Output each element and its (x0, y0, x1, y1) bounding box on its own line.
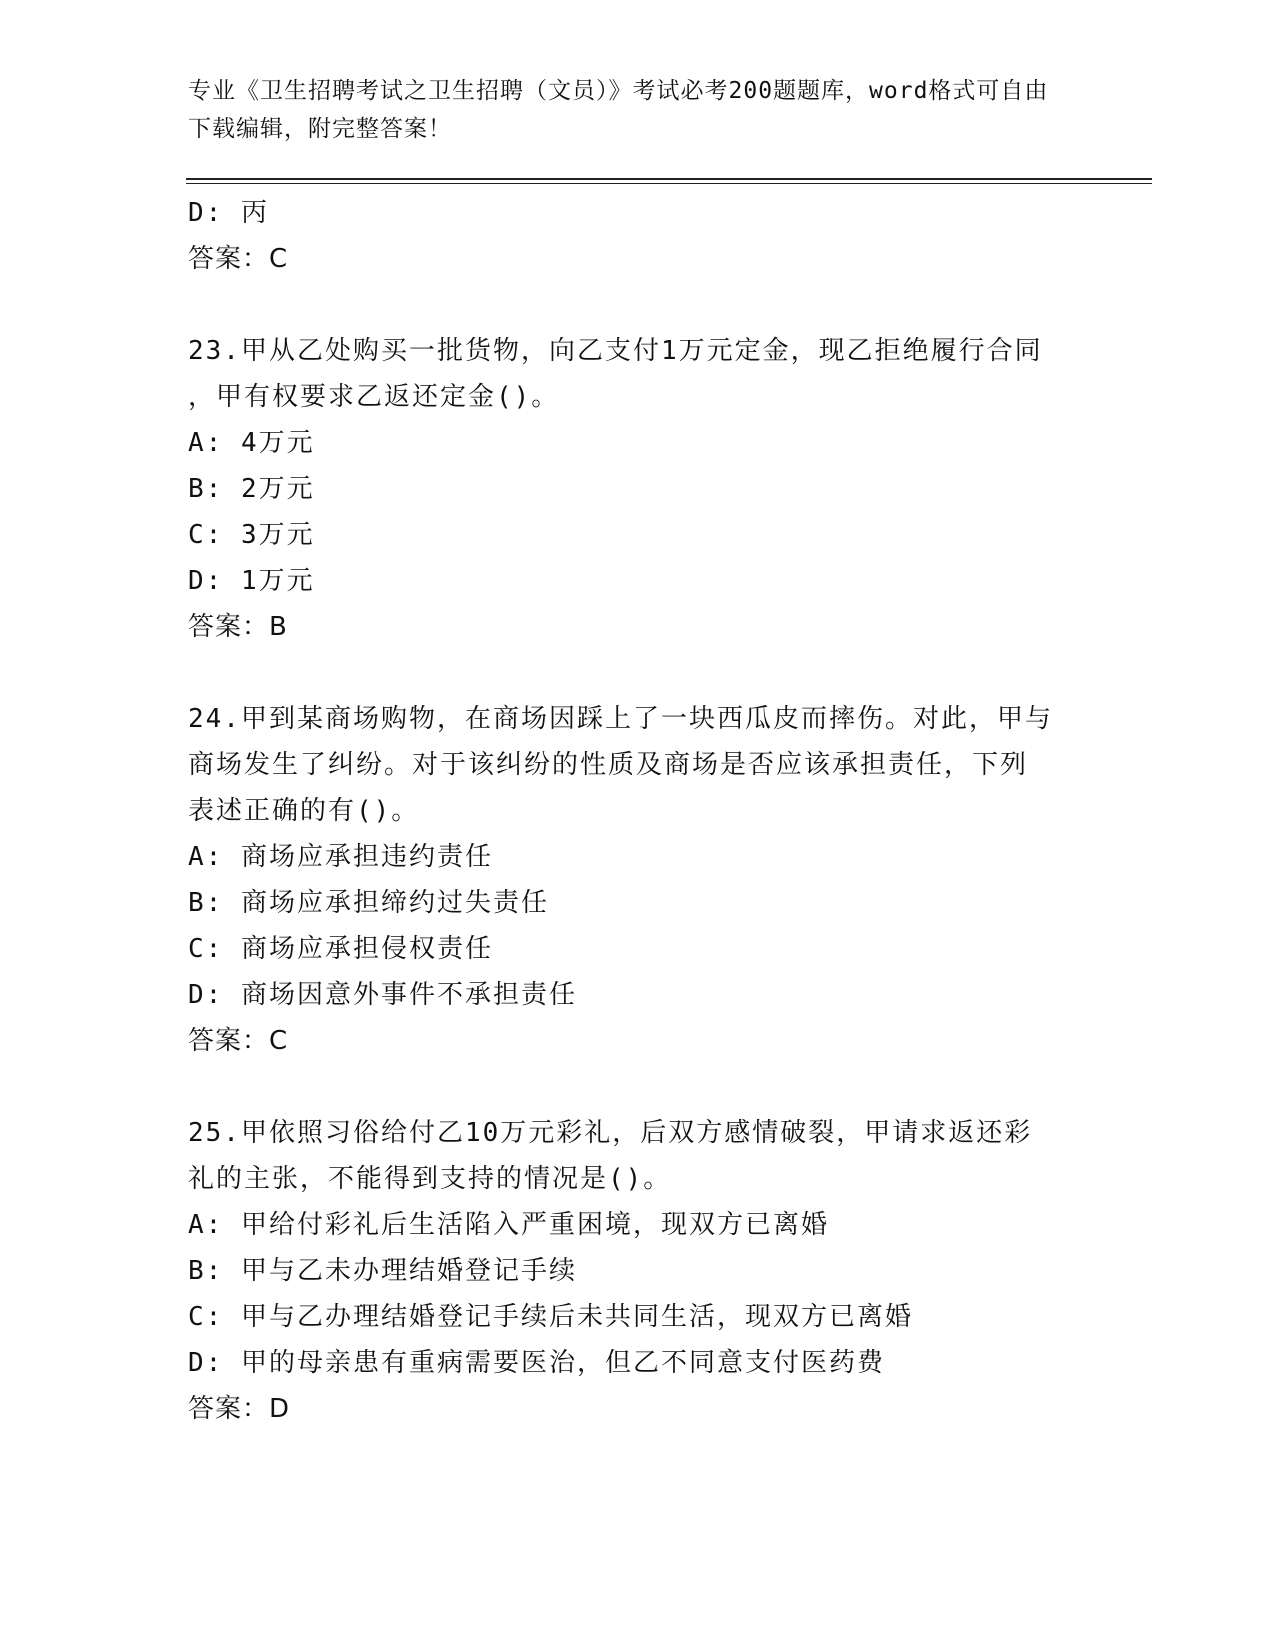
option-d: D: 1万元 (188, 566, 315, 596)
question-text: 商场发生了纠纷。对于该纠纷的性质及商场是否应该承担责任，下列 (188, 750, 1029, 780)
option-c: C: 商场应承担侵权责任 (188, 934, 493, 964)
question-text: 23.甲从乙处购买一批货物，向乙支付1万元定金，现乙拒绝履行合同 (188, 336, 1043, 366)
option-a: A: 4万元 (188, 428, 315, 458)
prev-answer: 答案：C (188, 244, 289, 274)
question-content (188, 190, 1108, 1432)
question-25 (188, 1110, 1108, 1432)
option-b: B: 商场应承担缔约过失责任 (188, 888, 549, 918)
option-c: C: 甲与乙办理结婚登记手续后未共同生活，现双方已离婚 (188, 1302, 913, 1332)
question-23 (188, 328, 1108, 650)
header-rule (186, 178, 1152, 180)
option-b: B: 甲与乙未办理结婚登记手续 (188, 1256, 577, 1286)
question-24 (188, 696, 1108, 1064)
answer: 答案：C (188, 1026, 289, 1056)
answer: 答案：D (188, 1394, 291, 1424)
option-b: B: 2万元 (188, 474, 315, 504)
option-a: A: 商场应承担违约责任 (188, 842, 493, 872)
question-text: 25.甲依照习俗给付乙10万元彩礼，后双方感情破裂，甲请求返还彩 (188, 1118, 1033, 1148)
question-text: ，甲有权要求乙返还定金()。 (188, 382, 560, 412)
answer: 答案：B (188, 612, 288, 642)
option-d: D: 甲的母亲患有重病需要医治，但乙不同意支付医药费 (188, 1348, 885, 1378)
prev-option-d: D: 丙 (188, 198, 269, 228)
question-text: 礼的主张，不能得到支持的情况是()。 (188, 1164, 672, 1194)
header-rule-thin (186, 183, 1152, 184)
question-text: 表述正确的有()。 (188, 796, 420, 826)
option-d: D: 商场因意外事件不承担责任 (188, 980, 577, 1010)
option-a: A: 甲给付彩礼后生活陷入严重困境，现双方已离婚 (188, 1210, 829, 1240)
page-header: 专业《卫生招聘考试之卫生招聘（文员）》考试必考200题题库，word格式可自由下载编辑，附完整答案！ (188, 78, 1049, 142)
option-c: C: 3万元 (188, 520, 315, 550)
question-text: 24.甲到某商场购物，在商场因踩上了一块西瓜皮而摔伤。对此，甲与 (188, 704, 1053, 734)
